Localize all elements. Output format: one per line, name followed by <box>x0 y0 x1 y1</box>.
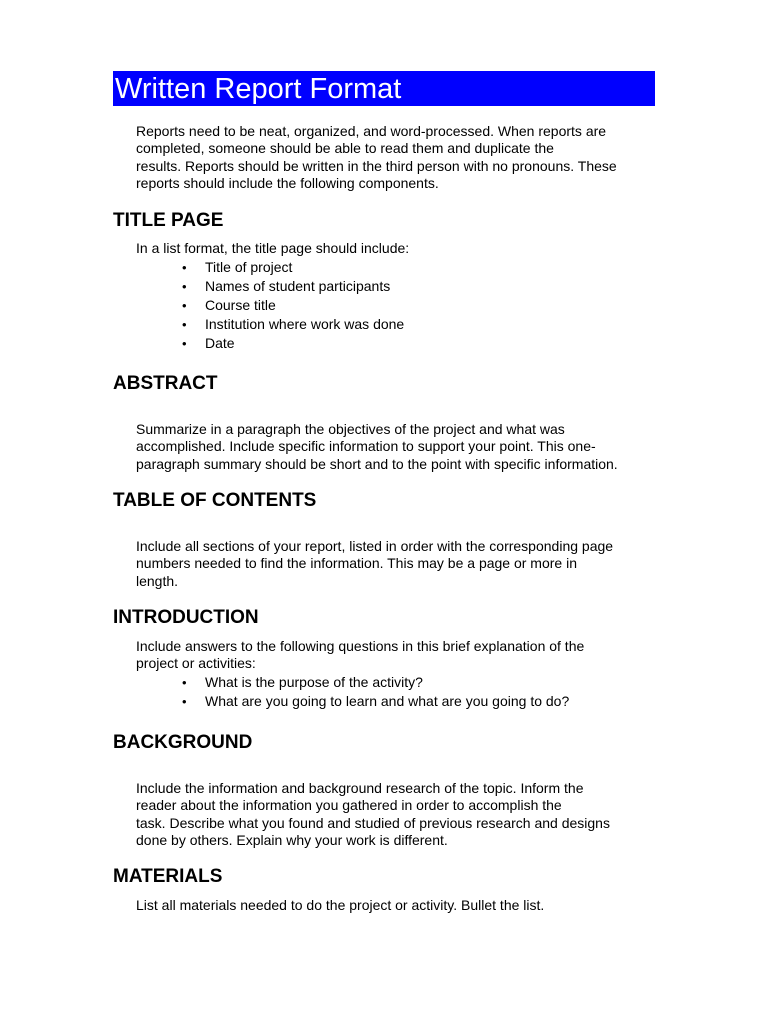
paragraph-line: Reports need to be neat, organized, and word-processed. When reports are <box>136 123 607 139</box>
paragraph-line: Include the information and background research of the topic. Inform the <box>136 780 584 796</box>
bullet-icon: • <box>182 279 187 294</box>
abstract-paragraph <box>136 421 661 473</box>
bullet-icon: • <box>182 336 187 351</box>
toc-paragraph <box>136 538 661 590</box>
paragraph-line: List all materials needed to do the project or activity. Bullet the list. <box>136 897 545 913</box>
paragraph-line: length. <box>136 572 179 589</box>
list-item-text: What is the purpose of the activity? <box>205 674 423 690</box>
bullet-icon: • <box>182 675 187 690</box>
paragraph-line: Include all sections of your report, listed in order with the corresponding page <box>136 538 614 554</box>
paragraph-line: accomplished. Include specific information to support your point. This one- <box>136 438 596 455</box>
document-title: Written Report Format <box>115 73 402 105</box>
section-heading-background: BACKGROUND <box>113 732 253 753</box>
title-banner <box>113 71 655 106</box>
list-item-text: Course title <box>205 297 276 313</box>
list-item-text: What are you going to learn and what are you going to do? <box>205 693 570 709</box>
paragraph-line: task. Describe what you found and studied of previous research and designs <box>136 814 610 831</box>
section-heading-table-of-contents: TABLE OF CONTENTS <box>113 490 317 511</box>
paragraph-line: project or activities: <box>136 655 256 672</box>
paragraph-line: paragraph summary should be short and to the point with specific information. <box>136 455 618 472</box>
paragraph-line: numbers needed to find the information. This may be a page or more in <box>136 555 577 572</box>
paragraph-line: In a list format, the title page should include: <box>136 240 410 256</box>
bullet-icon: • <box>182 260 187 275</box>
paragraph-line: completed, someone should be able to read them and duplicate the <box>136 140 554 157</box>
paragraph-line: results. Reports should be written in the third person with no pronouns. These <box>136 157 617 174</box>
section-heading-materials: MATERIALS <box>113 866 223 887</box>
paragraph-line: reports should include the following components. <box>136 175 439 192</box>
list-item-text: Institution where work was done <box>205 316 405 332</box>
section-heading-introduction: INTRODUCTION <box>113 607 259 628</box>
section-heading-abstract: ABSTRACT <box>113 373 218 394</box>
list-item-text: Date <box>205 335 235 351</box>
bullet-icon: • <box>182 317 187 332</box>
intro-paragraph <box>136 123 661 193</box>
bullet-icon: • <box>182 298 187 313</box>
bullet-icon: • <box>182 694 187 709</box>
list-item-text: Names of student participants <box>205 278 391 294</box>
paragraph-line: Summarize in a paragraph the objectives of the project and what was <box>136 421 565 437</box>
section-heading-title-page: TITLE PAGE <box>113 210 224 231</box>
paragraph-line: done by others. Explain why your work is different. <box>136 832 448 849</box>
materials-paragraph <box>136 897 661 914</box>
background-paragraph <box>136 780 661 850</box>
introduction-paragraph <box>136 638 661 673</box>
list-item-text: Title of project <box>205 259 293 275</box>
title-page-paragraph <box>136 240 661 257</box>
paragraph-line: Include answers to the following questions in this brief explanation of the <box>136 638 585 654</box>
paragraph-line: reader about the information you gathered in order to accomplish the <box>136 797 562 814</box>
